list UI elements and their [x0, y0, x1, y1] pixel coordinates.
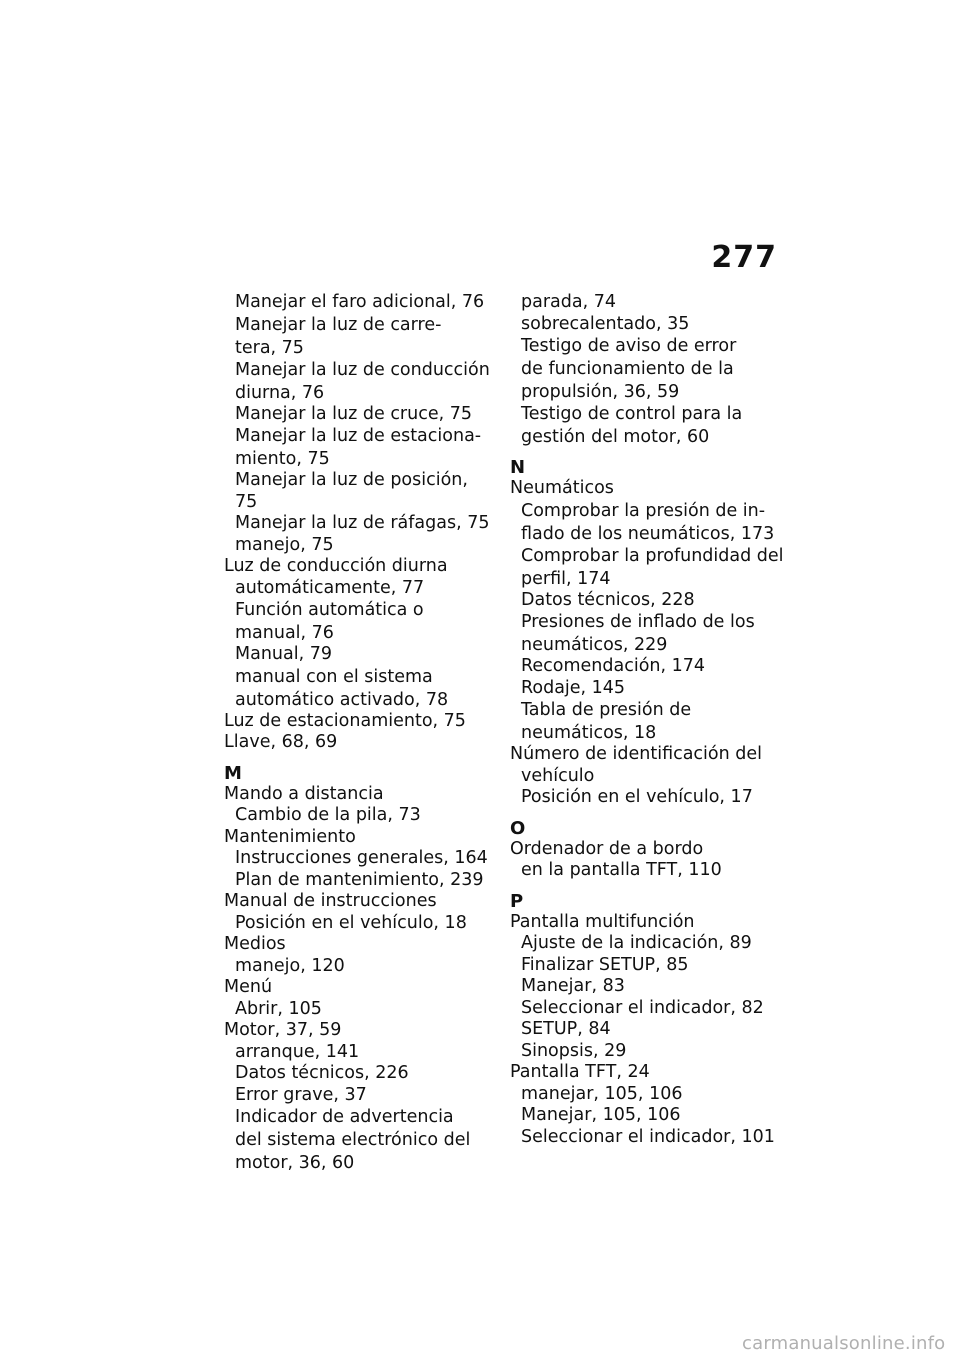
- index-entry-sub: [224, 999, 494, 1021]
- index-entry-sub: [224, 1085, 494, 1107]
- index-line: Manejar la luz de cruce, 75: [235, 403, 473, 424]
- index-entry-sub: [224, 1042, 494, 1064]
- index-entry-sub: [510, 656, 785, 678]
- index-line: Luz de estacionamiento, 75: [224, 710, 466, 731]
- index-line: Indicador de advertencia: [235, 1107, 454, 1127]
- index-line: Función automática o: [235, 600, 424, 620]
- index-line: Neumáticos: [510, 478, 614, 498]
- index-line: SETUP, 84: [521, 1019, 611, 1039]
- index-line: Recomendación, 174: [521, 656, 706, 676]
- index-line: Manejar la luz de estaciona-: [235, 426, 482, 446]
- index-line: Menú: [224, 977, 273, 997]
- index-line: gestión del motor, 60: [521, 427, 710, 447]
- index-entry-sub: [510, 590, 785, 612]
- index-entry-main: [510, 839, 785, 861]
- index-line: Tabla de presión de: [521, 700, 692, 720]
- index-entry-sub: [224, 578, 494, 600]
- index-entry-main: [510, 912, 785, 934]
- index-entry-sub: [510, 1105, 785, 1127]
- index-entry-main: [510, 744, 785, 766]
- index-line: Manual, 79: [235, 644, 332, 664]
- index-line: Motor, 37, 59: [224, 1020, 342, 1040]
- index-entry-main: [224, 732, 494, 754]
- index-section-letter: [510, 892, 785, 912]
- index-line: neumáticos, 229: [521, 635, 668, 655]
- index-section-letter: [510, 819, 785, 839]
- index-line: Datos técnicos, 226: [235, 1063, 409, 1083]
- index-entry-sub: [510, 1019, 785, 1041]
- index-line: en la pantalla TFT, 110: [521, 860, 722, 880]
- index-entry-sub: [510, 335, 785, 403]
- index-line: Rodaje, 145: [521, 677, 626, 698]
- index-entry-sub: [224, 848, 494, 870]
- index-entry-sub: [224, 870, 494, 892]
- index-entry-sub: [224, 470, 494, 513]
- index-line: Ajuste de la indicación, 89: [521, 933, 752, 953]
- index-line: O: [510, 817, 526, 839]
- index-line: miento, 75: [235, 449, 330, 469]
- index-entry-sub: [510, 545, 785, 590]
- index-column-left: [224, 292, 494, 1174]
- index-entry-sub: [510, 678, 785, 700]
- index-entry-main: [224, 827, 494, 849]
- index-entry-sub: [510, 314, 785, 336]
- index-line: propulsión, 36, 59: [521, 382, 680, 402]
- index-line: Error grave, 37: [235, 1084, 367, 1105]
- index-line: M: [224, 762, 242, 784]
- index-line: P: [510, 890, 524, 912]
- index-line: Plan de mantenimiento, 239: [235, 869, 484, 890]
- index-entry-main: [224, 1020, 494, 1042]
- index-line: manejo, 120: [235, 955, 345, 976]
- index-entry-sub: [510, 500, 785, 545]
- index-line: Instrucciones generales, 164: [235, 848, 488, 868]
- index-entry-sub: [224, 404, 494, 426]
- index-line: manual con el sistema: [235, 666, 433, 687]
- index-entry-sub: [224, 1106, 494, 1174]
- index-line: Seleccionar el indicador, 82: [521, 997, 764, 1018]
- index-entry-sub: [224, 805, 494, 827]
- index-entry-sub: [224, 666, 494, 711]
- index-entry-sub: [510, 1127, 785, 1149]
- index-line: Manual de instrucciones: [224, 891, 437, 911]
- index-line: Cambio de la pila, 73: [235, 805, 421, 825]
- index-line: N: [510, 457, 526, 478]
- index-line: sobrecalentado, 35: [521, 313, 690, 334]
- index-line: Pantalla TFT, 24: [510, 1062, 650, 1082]
- index-line: perfil, 174: [521, 568, 611, 589]
- index-entry-sub: [224, 314, 494, 359]
- index-line: Mantenimiento: [224, 826, 356, 847]
- index-entry-sub: [224, 425, 494, 470]
- page-number: 277: [711, 240, 777, 275]
- index-entry-sub: [510, 787, 785, 809]
- index-line: Manejar, 83: [521, 976, 625, 996]
- index-line: tera, 75: [235, 337, 304, 358]
- index-entry-sub: [510, 699, 785, 744]
- index-line: manual, 76: [235, 623, 334, 643]
- index-line: Manejar la luz de ráfagas, 75: [235, 513, 490, 533]
- index-line: Luz de conducción diurna: [224, 556, 448, 576]
- index-entry-sub: [510, 955, 785, 977]
- index-line: Testigo de aviso de error: [521, 336, 737, 356]
- index-entry-sub: [224, 513, 494, 535]
- index-entry-sub: [510, 998, 785, 1020]
- index-entry-main: [224, 784, 494, 806]
- index-line: Pantalla multifunción: [510, 911, 695, 932]
- index-line: Manejar, 105, 106: [521, 1105, 681, 1125]
- index-line: Datos técnicos, 228: [521, 589, 695, 610]
- index-line: Seleccionar el indicador, 101: [521, 1126, 775, 1147]
- index-column-right: [510, 292, 785, 1148]
- index-entry-sub: [510, 860, 785, 882]
- index-entry-main: [224, 556, 494, 578]
- index-entry-sub: [224, 359, 494, 404]
- index-line: Comprobar la presión de in-: [521, 500, 766, 521]
- index-entry-sub: [510, 766, 785, 788]
- index-line: arranque, 141: [235, 1041, 360, 1062]
- index-line: Ordenador de a bordo: [510, 838, 704, 859]
- index-line: manejar, 105, 106: [521, 1083, 683, 1104]
- index-entry-main: [224, 891, 494, 913]
- index-line: Medios: [224, 934, 286, 954]
- index-entry-sub: [510, 976, 785, 998]
- index-line: Posición en el vehículo, 17: [521, 787, 753, 807]
- index-line: motor, 36, 60: [235, 1153, 355, 1173]
- index-section-letter: [224, 764, 494, 784]
- index-line: Manejar el faro adicional, 76: [235, 292, 485, 312]
- index-entry-main: [224, 934, 494, 956]
- index-line: neumáticos, 18: [521, 723, 657, 743]
- index-entry-sub: [510, 292, 785, 314]
- index-line: Testigo de control para la: [521, 404, 743, 424]
- index-line: Sinopsis, 29: [521, 1040, 627, 1061]
- index-line: Posición en el vehículo, 18: [235, 912, 467, 933]
- index-entry-main: [510, 1062, 785, 1084]
- index-entry-sub: [510, 933, 785, 955]
- index-line: automáticamente, 77: [235, 577, 425, 598]
- index-line: Comprobar la profundidad del: [521, 545, 784, 566]
- index-entry-main: [224, 711, 494, 733]
- index-line: de funcionamiento de la: [521, 359, 734, 379]
- index-line: automático activado, 78: [235, 689, 449, 710]
- index-line: manejo, 75: [235, 534, 334, 555]
- index-entry-sub: [224, 956, 494, 978]
- index-entry-main: [510, 478, 785, 500]
- index-line: diurna, 76: [235, 382, 325, 403]
- index-line: Presiones de inflado de los: [521, 612, 755, 632]
- index-line: Finalizar SETUP, 85: [521, 954, 689, 975]
- index-line: Abrir, 105: [235, 998, 322, 1019]
- index-entry-sub: [224, 1063, 494, 1085]
- index-entry-sub: [510, 611, 785, 656]
- index-line: Número de identificación del: [510, 744, 763, 764]
- index-entry-sub: [224, 913, 494, 935]
- index-entry-sub: [224, 535, 494, 557]
- index-line: Manejar la luz de conducción: [235, 359, 490, 380]
- watermark-text: carmanualsonline.info: [742, 1333, 946, 1354]
- index-line: Manejar la luz de carre-: [235, 314, 442, 335]
- index-entry-sub: [510, 403, 785, 448]
- index-line: del sistema electrónico del: [235, 1130, 471, 1150]
- index-line: parada, 74: [521, 292, 616, 312]
- index-entry-sub: [224, 292, 494, 314]
- index-entry-sub: [510, 1041, 785, 1063]
- index-line: flado de los neumáticos, 173: [521, 523, 775, 544]
- index-entry-main: [224, 977, 494, 999]
- index-entry-sub: [224, 599, 494, 644]
- index-line: Manejar la luz de posición, 75: [235, 470, 468, 512]
- index-entry-sub: [224, 644, 494, 666]
- index-line: vehículo: [521, 765, 595, 786]
- index-entry-sub: [510, 1084, 785, 1106]
- index-line: Llave, 68, 69: [224, 732, 338, 752]
- index-line: Mando a distancia: [224, 783, 384, 804]
- index-section-letter: [510, 458, 785, 478]
